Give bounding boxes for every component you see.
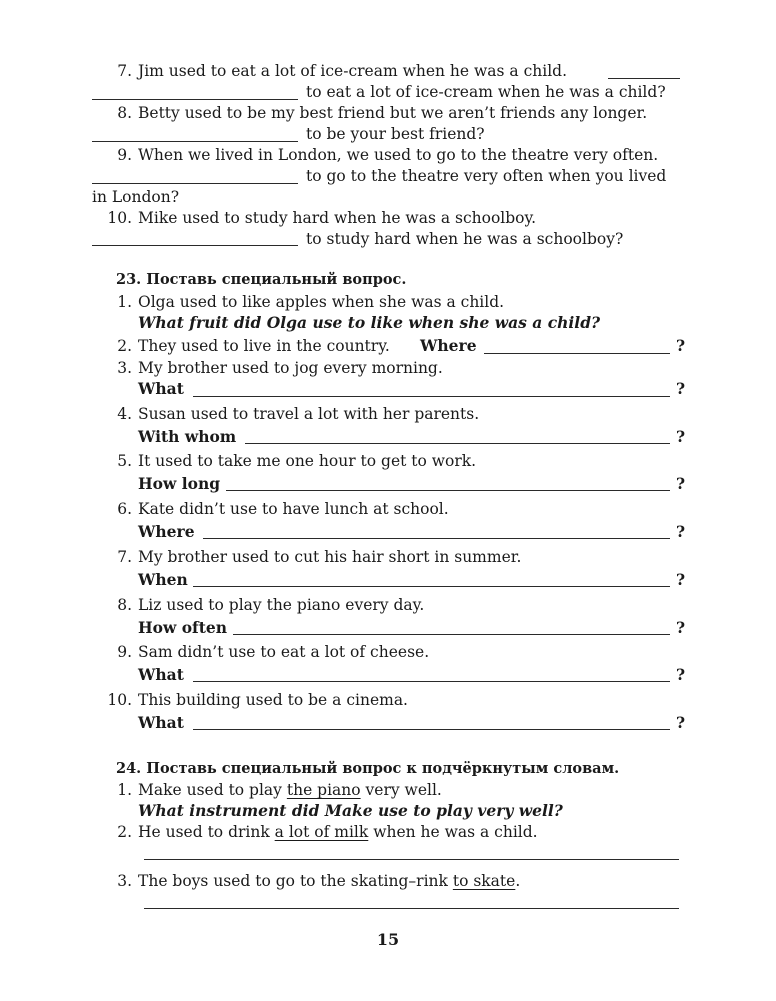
item-number: 8. [117, 104, 132, 122]
sentence-text: They used to live in the country. [138, 337, 390, 355]
answer-blank[interactable] [193, 396, 670, 397]
answer-blank[interactable] [92, 245, 298, 246]
question-word: How often [138, 618, 228, 637]
answer-blank[interactable] [193, 729, 670, 730]
answer-blank[interactable] [484, 353, 670, 354]
example-answer: What fruit did Olga use to like when she was a child? [138, 313, 601, 332]
sentence-continuation: to be your best friend? [306, 125, 485, 143]
underlined-words: a lot of milk [274, 823, 369, 841]
question-word: What [138, 665, 184, 684]
sentence-continuation: in London? [92, 188, 180, 206]
answer-blank[interactable] [92, 183, 298, 184]
item-number: 7. [117, 62, 132, 80]
sentence-text: When we lived in London, we used to go to the theatre very often. [138, 146, 659, 164]
sentence-part: The boys used to go to the skating–rink [138, 872, 453, 890]
answer-blank[interactable] [193, 681, 670, 682]
answer-blank[interactable] [92, 141, 298, 142]
item-number: 10. [107, 691, 132, 709]
sentence-continuation: to study hard when he was a schoolboy? [306, 230, 624, 248]
question-mark: ? [676, 618, 686, 637]
answer-blank[interactable] [193, 586, 670, 587]
sentence-part: when he was a child. [368, 823, 538, 841]
item-number: 5. [117, 452, 132, 470]
question-mark: ? [676, 336, 686, 355]
sentence-text: Jim used to eat a lot of ice-cream when he was a child. [138, 62, 567, 80]
example-answer: What instrument did Make use to play very well? [138, 801, 563, 820]
sentence-part: . [515, 872, 521, 890]
answer-line[interactable] [144, 859, 679, 860]
sentence-part: He used to drink [138, 823, 275, 841]
underlined-words: to skate [452, 872, 516, 890]
sentence-text: It used to take me one hour to get to work. [138, 452, 477, 470]
question-mark: ? [676, 713, 686, 732]
sentence-text [138, 780, 442, 800]
answer-blank[interactable] [226, 490, 670, 491]
question-word: What [138, 713, 184, 732]
sentence-text: Liz used to play the piano every day. [138, 596, 425, 614]
question-word: How long [138, 474, 221, 493]
sentence-text: This building used to be a cinema. [138, 691, 408, 709]
item-number: 2. [117, 337, 132, 355]
question-mark: ? [676, 522, 686, 541]
answer-blank[interactable] [203, 538, 670, 539]
question-mark: ? [676, 474, 686, 493]
sentence-continuation: to go to the theatre very often when you lived [306, 167, 667, 185]
item-number: 9. [117, 146, 132, 164]
answer-blank[interactable] [233, 634, 670, 635]
sentence-part: very well. [360, 781, 442, 799]
question-mark: ? [676, 379, 686, 398]
question-word: When [138, 570, 188, 589]
item-number: 1. [117, 293, 132, 311]
item-number: 6. [117, 500, 132, 518]
item-number: 3. [117, 872, 132, 890]
question-word: With whom [138, 427, 237, 446]
item-number: 4. [117, 405, 132, 423]
item-number: 2. [117, 823, 132, 841]
sentence-text: Susan used to travel a lot with her parents. [138, 405, 480, 423]
question-word: Where [420, 336, 477, 355]
item-number: 1. [117, 781, 132, 799]
question-word: What [138, 379, 184, 398]
answer-blank[interactable] [245, 443, 670, 444]
sentence-text: My brother used to jog every morning. [138, 359, 443, 377]
underlined-words: the piano [286, 781, 361, 799]
question-mark: ? [676, 570, 686, 589]
sentence-continuation: to eat a lot of ice-cream when he was a child? [306, 83, 666, 101]
sentence-text [138, 822, 538, 842]
sentence-text [138, 871, 520, 891]
sentence-text: My brother used to cut his hair short in summer. [138, 548, 522, 566]
sentence-text: Olga used to like apples when she was a child. [138, 293, 505, 311]
answer-blank[interactable] [92, 99, 298, 100]
sentence-text: Betty used to be my best friend but we aren’t friends any longer. [138, 104, 648, 122]
question-word: Where [138, 522, 195, 541]
item-number: 3. [117, 359, 132, 377]
exercise-title: 23. Поставь специальный вопрос. [116, 271, 407, 288]
answer-blank[interactable] [608, 78, 680, 79]
sentence-part: Make used to play [138, 781, 287, 799]
sentence-text: Mike used to study hard when he was a schoolboy. [138, 209, 537, 227]
page-number: 15 [376, 930, 400, 949]
question-mark: ? [676, 665, 686, 684]
question-mark: ? [676, 427, 686, 446]
answer-line[interactable] [144, 908, 679, 909]
item-number: 7. [117, 548, 132, 566]
sentence-text: Sam didn’t use to eat a lot of cheese. [138, 643, 430, 661]
sentence-text: Kate didn’t use to have lunch at school. [138, 500, 449, 518]
exercise-title: 24. Поставь специальный вопрос к подчёркнутым словам. [116, 760, 620, 777]
item-number: 9. [117, 643, 132, 661]
item-number: 8. [117, 596, 132, 614]
item-number: 10. [107, 209, 132, 227]
